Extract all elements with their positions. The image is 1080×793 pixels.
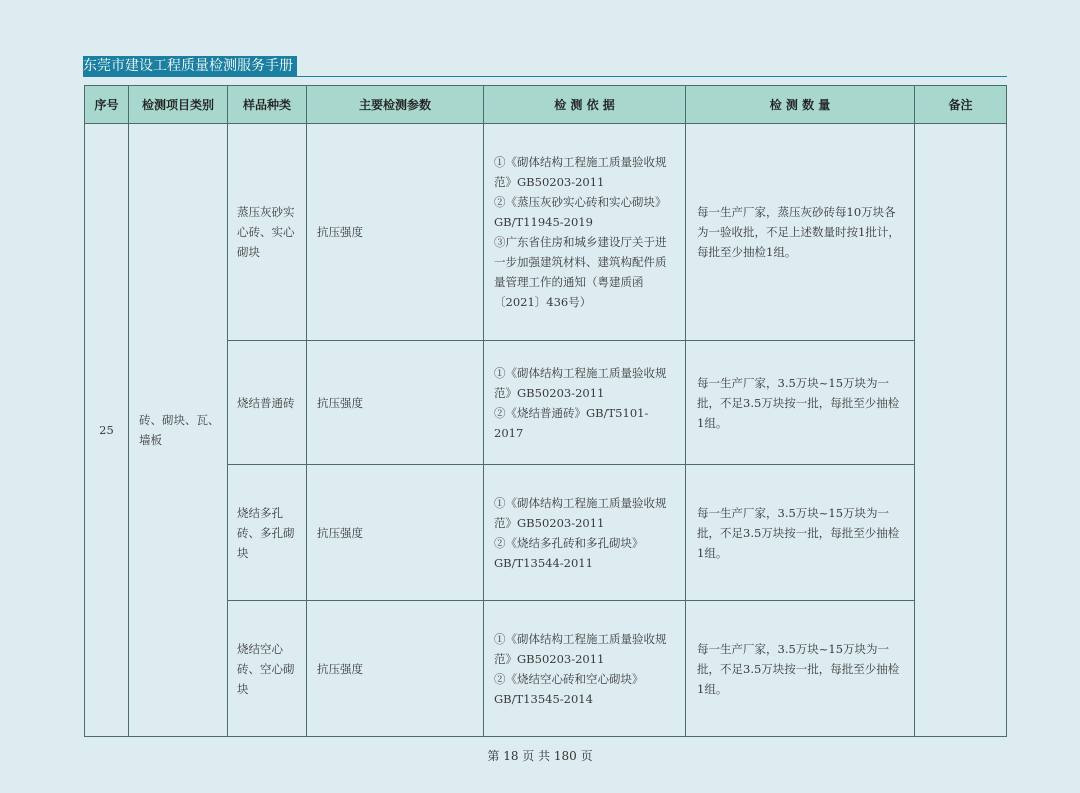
basis-item: ②《烧结多孔砖和多孔砌块》GB/T13544-2011 xyxy=(494,535,644,570)
table-header-row xyxy=(85,86,1007,124)
basis-item: ②《烧结普通砖》GB/T5101-2017 xyxy=(494,405,649,440)
cell-param: 抗压强度 xyxy=(307,601,484,737)
cell-seq: 25 xyxy=(85,124,129,737)
cell-basis xyxy=(484,601,686,737)
basis-item: ①《砌体结构工程施工质量验收规范》GB50203-2011 xyxy=(494,495,667,530)
basis-item: ③广东省住房和城乡建设厅关于进一步加强建筑材料、建筑构配件质量管理工作的通知（粤建质函〔2021〕436号） xyxy=(494,235,667,309)
cell-sample: 烧结多孔砖、多孔砌块 xyxy=(228,465,307,601)
cell-param: 抗压强度 xyxy=(307,465,484,601)
header-quantity: 检 测 数 量 xyxy=(686,86,915,124)
header-divider xyxy=(83,76,1007,77)
cell-param: 抗压强度 xyxy=(307,341,484,465)
page-number: 第 18 页 共 180 页 xyxy=(487,749,593,763)
cell-category: 砖、砌块、瓦、墙板 xyxy=(129,124,228,737)
cell-quantity: 每一生产厂家，蒸压灰砂砖每10万块各为一验收批，不足上述数量时按1批计，每批至少抽检1组。 xyxy=(686,124,915,341)
header-remarks: 备注 xyxy=(915,86,1007,124)
header-basis: 检 测 依 据 xyxy=(484,86,686,124)
header-params: 主要检测参数 xyxy=(307,86,484,124)
cell-basis xyxy=(484,465,686,601)
table-row xyxy=(85,124,1007,341)
basis-item: ②《烧结空心砖和空心砌块》GB/T13545-2014 xyxy=(494,671,644,706)
cell-param: 抗压强度 xyxy=(307,124,484,341)
header-seq: 序号 xyxy=(85,86,129,124)
header-category: 检测项目类别 xyxy=(129,86,228,124)
basis-item: ①《砌体结构工程施工质量验收规范》GB50203-2011 xyxy=(494,155,667,189)
basis-item: ②《蒸压灰砂实心砖和实心砌块》GB/T11945-2019 xyxy=(494,195,667,229)
header-sample: 样品种类 xyxy=(228,86,307,124)
cell-remarks xyxy=(915,124,1007,737)
cell-quantity: 每一生产厂家，3.5万块~15万块为一批，不足3.5万块按一批，每批至少抽检1组。 xyxy=(686,601,915,737)
inspection-table xyxy=(84,85,1007,737)
basis-item: ①《砌体结构工程施工质量验收规范》GB50203-2011 xyxy=(494,365,667,400)
cell-basis xyxy=(484,124,686,341)
basis-item: ①《砌体结构工程施工质量验收规范》GB50203-2011 xyxy=(494,631,667,666)
cell-quantity: 每一生产厂家，3.5万块~15万块为一批，不足3.5万块按一批，每批至少抽检1组。 xyxy=(686,341,915,465)
cell-quantity: 每一生产厂家，3.5万块~15万块为一批，不足3.5万块按一批，每批至少抽检1组。 xyxy=(686,465,915,601)
manual-title: 东莞市建设工程质量检测服务手册 xyxy=(83,56,297,76)
cell-sample: 蒸压灰砂实心砖、实心砌块 xyxy=(228,124,307,341)
cell-sample: 烧结普通砖 xyxy=(228,341,307,465)
cell-basis xyxy=(484,341,686,465)
cell-sample: 烧结空心砖、空心砌块 xyxy=(228,601,307,737)
